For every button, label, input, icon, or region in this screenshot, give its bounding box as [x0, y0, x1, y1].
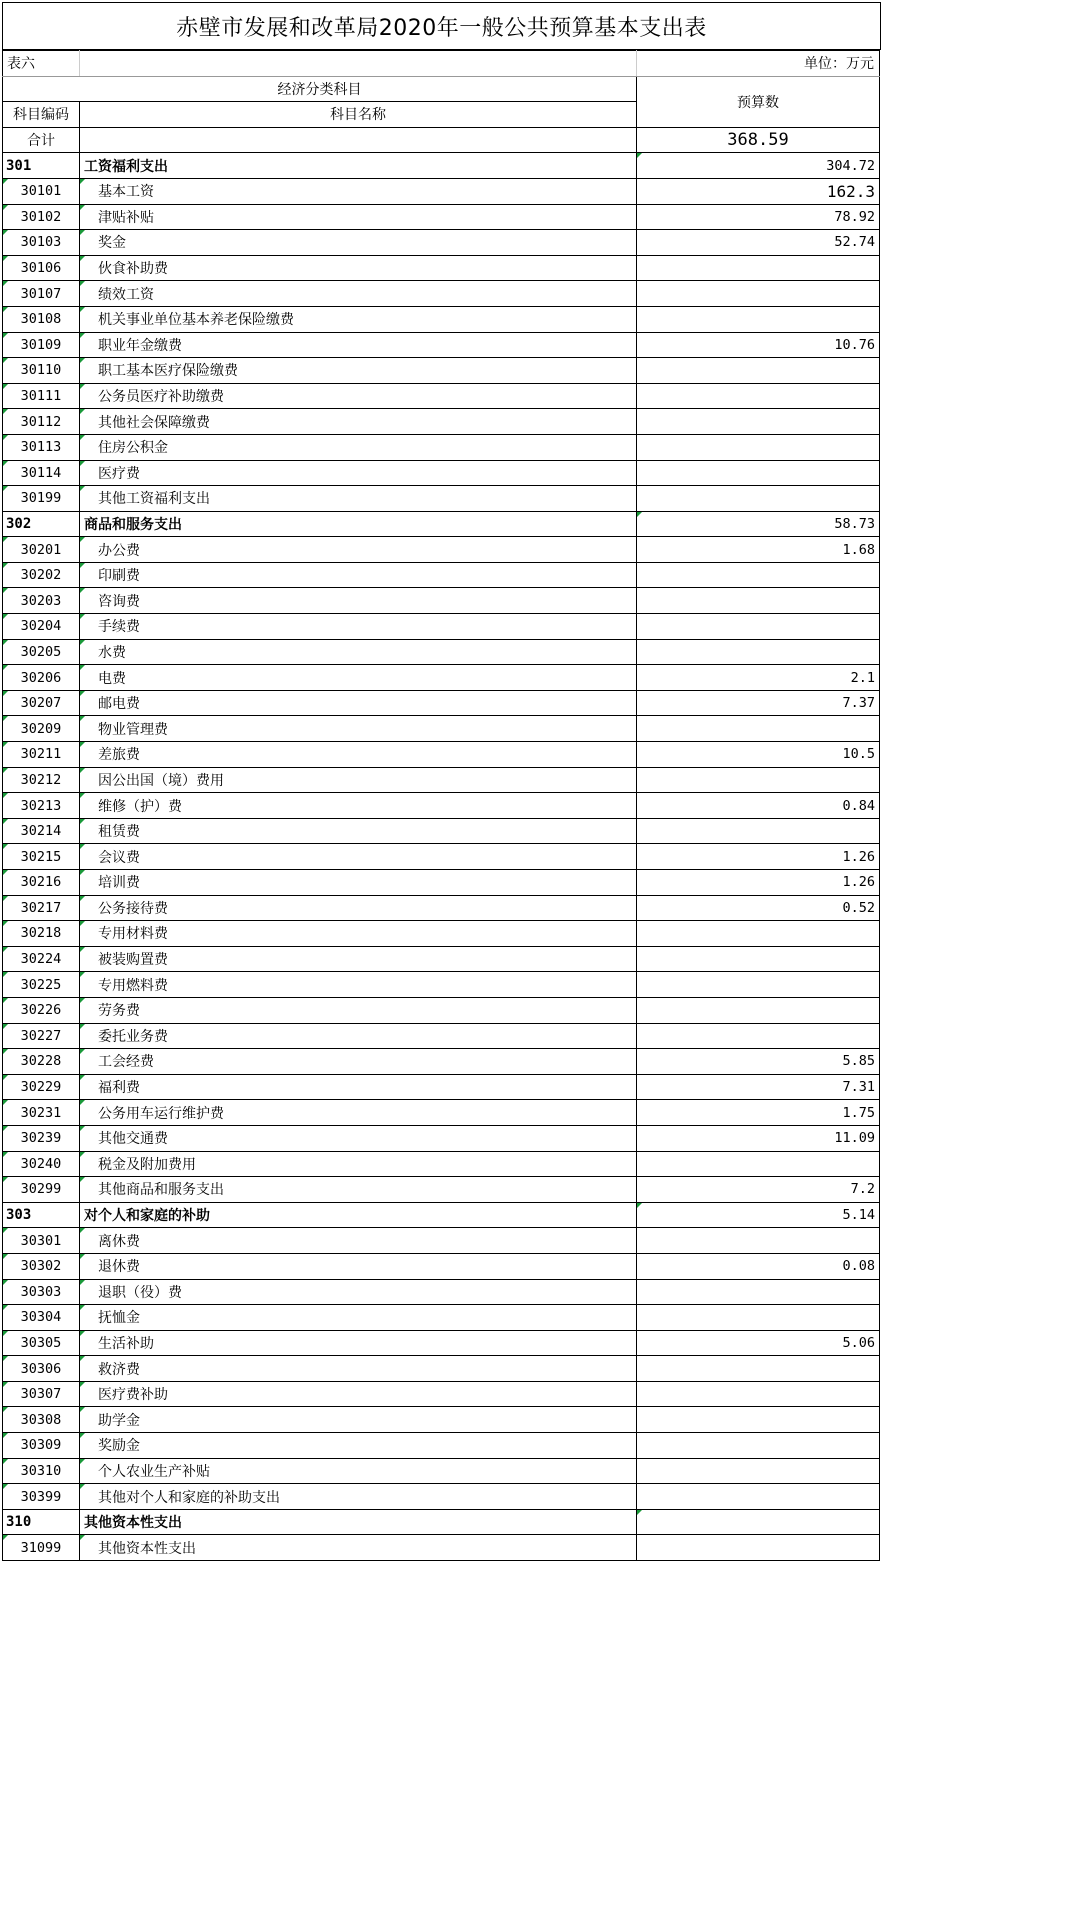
item-name: 住房公积金	[80, 434, 637, 460]
table-row	[3, 1100, 880, 1126]
item-amount	[637, 1305, 880, 1331]
item-amount	[637, 1381, 880, 1407]
item-code: 30213	[3, 793, 80, 819]
item-amount	[637, 1535, 880, 1561]
item-amount	[637, 1228, 880, 1254]
item-code: 310	[3, 1509, 80, 1535]
item-name: 印刷费	[80, 562, 637, 588]
item-name: 劳务费	[80, 997, 637, 1023]
item-code: 30106	[3, 255, 80, 281]
table-row	[3, 767, 880, 793]
item-code: 30239	[3, 1125, 80, 1151]
table-row	[3, 486, 880, 512]
table-row	[3, 1049, 880, 1075]
item-name: 其他资本性支出	[80, 1509, 637, 1535]
item-amount	[637, 588, 880, 614]
item-name: 离休费	[80, 1228, 637, 1254]
item-amount	[637, 997, 880, 1023]
table-row	[3, 690, 880, 716]
item-amount: 1.68	[637, 537, 880, 563]
unit-row	[3, 51, 880, 77]
table-row	[3, 1330, 880, 1356]
item-name: 职业年金缴费	[80, 332, 637, 358]
item-code: 303	[3, 1202, 80, 1228]
table-row	[3, 818, 880, 844]
table-row	[3, 665, 880, 691]
item-code: 30103	[3, 230, 80, 256]
table-row	[3, 1381, 880, 1407]
total-name-blank	[80, 127, 637, 153]
item-code: 30227	[3, 1023, 80, 1049]
table-row	[3, 383, 880, 409]
item-name: 福利费	[80, 1074, 637, 1100]
item-name: 退休费	[80, 1253, 637, 1279]
item-name: 医疗费补助	[80, 1381, 637, 1407]
item-amount	[637, 358, 880, 384]
item-amount	[637, 383, 880, 409]
name-header: 科目名称	[80, 102, 637, 128]
table-row	[3, 1484, 880, 1510]
item-amount: 10.5	[637, 742, 880, 768]
table-label: 表六	[3, 51, 80, 77]
item-name: 委托业务费	[80, 1023, 637, 1049]
item-amount	[637, 434, 880, 460]
item-name: 基本工资	[80, 178, 637, 204]
item-amount: 1.26	[637, 844, 880, 870]
item-code: 30310	[3, 1458, 80, 1484]
item-amount	[637, 460, 880, 486]
item-code: 30101	[3, 178, 80, 204]
item-code: 30203	[3, 588, 80, 614]
table-row	[3, 281, 880, 307]
table-row	[3, 946, 880, 972]
table-row	[3, 1305, 880, 1331]
item-code: 30112	[3, 409, 80, 435]
item-code: 302	[3, 511, 80, 537]
item-name: 对个人和家庭的补助	[80, 1202, 637, 1228]
item-name: 生活补助	[80, 1330, 637, 1356]
item-name: 其他商品和服务支出	[80, 1177, 637, 1203]
item-amount: 0.84	[637, 793, 880, 819]
item-amount: 11.09	[637, 1125, 880, 1151]
table-row	[3, 434, 880, 460]
item-name: 咨询费	[80, 588, 637, 614]
item-code: 30212	[3, 767, 80, 793]
item-amount	[637, 716, 880, 742]
table-row	[3, 178, 880, 204]
item-name: 办公费	[80, 537, 637, 563]
table-row	[3, 716, 880, 742]
item-code: 30231	[3, 1100, 80, 1126]
item-code: 30202	[3, 562, 80, 588]
item-code: 30108	[3, 306, 80, 332]
item-name: 被装购置费	[80, 946, 637, 972]
code-header: 科目编码	[3, 102, 80, 128]
item-amount: 7.37	[637, 690, 880, 716]
item-code: 30205	[3, 639, 80, 665]
item-amount	[637, 1279, 880, 1305]
item-name: 商品和服务支出	[80, 511, 637, 537]
category-row	[3, 1202, 880, 1228]
table-row	[3, 844, 880, 870]
item-code: 30304	[3, 1305, 80, 1331]
item-amount: 58.73	[637, 511, 880, 537]
item-amount	[637, 972, 880, 998]
item-name: 差旅费	[80, 742, 637, 768]
item-amount: 5.85	[637, 1049, 880, 1075]
table-row	[3, 614, 880, 640]
item-code: 30301	[3, 1228, 80, 1254]
item-code: 301	[3, 153, 80, 179]
item-name: 奖励金	[80, 1433, 637, 1459]
item-code: 30228	[3, 1049, 80, 1075]
item-code: 30308	[3, 1407, 80, 1433]
economic-class-header: 经济分类科目	[3, 76, 637, 102]
item-name: 其他社会保障缴费	[80, 409, 637, 435]
table-row	[3, 1125, 880, 1151]
item-amount: 0.08	[637, 1253, 880, 1279]
table-row	[3, 997, 880, 1023]
item-name: 会议费	[80, 844, 637, 870]
table-row	[3, 742, 880, 768]
item-name: 电费	[80, 665, 637, 691]
item-code: 30226	[3, 997, 80, 1023]
item-name: 培训费	[80, 870, 637, 896]
item-amount	[637, 946, 880, 972]
item-name: 救济费	[80, 1356, 637, 1382]
item-amount	[637, 1023, 880, 1049]
item-code: 30299	[3, 1177, 80, 1203]
item-name: 医疗费	[80, 460, 637, 486]
item-amount: 304.72	[637, 153, 880, 179]
table-row	[3, 1407, 880, 1433]
table-row	[3, 460, 880, 486]
item-name: 专用材料费	[80, 921, 637, 947]
item-amount	[637, 281, 880, 307]
budget-header: 预算数	[637, 76, 880, 127]
item-amount	[637, 306, 880, 332]
item-code: 30107	[3, 281, 80, 307]
item-code: 30114	[3, 460, 80, 486]
table-row	[3, 1177, 880, 1203]
table-row	[3, 1535, 880, 1561]
item-amount: 0.52	[637, 895, 880, 921]
item-code: 30204	[3, 614, 80, 640]
category-row	[3, 511, 880, 537]
item-name: 退职（役）费	[80, 1279, 637, 1305]
sheet-title: 赤壁市发展和改革局2020年一般公共预算基本支出表	[2, 2, 881, 50]
item-name: 工资福利支出	[80, 153, 637, 179]
table-row	[3, 972, 880, 998]
item-name: 其他工资福利支出	[80, 486, 637, 512]
item-amount	[637, 614, 880, 640]
total-label: 合计	[3, 127, 80, 153]
item-code: 30303	[3, 1279, 80, 1305]
item-code: 30309	[3, 1433, 80, 1459]
item-code: 30302	[3, 1253, 80, 1279]
item-code: 30240	[3, 1151, 80, 1177]
item-code: 30110	[3, 358, 80, 384]
item-name: 职工基本医疗保险缴费	[80, 358, 637, 384]
item-amount	[637, 1458, 880, 1484]
item-code: 30214	[3, 818, 80, 844]
item-name: 其他资本性支出	[80, 1535, 637, 1561]
item-code: 30201	[3, 537, 80, 563]
item-amount	[637, 1151, 880, 1177]
unit-row-blank	[80, 51, 637, 77]
item-name: 机关事业单位基本养老保险缴费	[80, 306, 637, 332]
item-amount: 162.3	[637, 178, 880, 204]
item-code: 30102	[3, 204, 80, 230]
table-row	[3, 870, 880, 896]
item-name: 其他对个人和家庭的补助支出	[80, 1484, 637, 1510]
item-code: 30399	[3, 1484, 80, 1510]
item-name: 手续费	[80, 614, 637, 640]
item-name: 专用燃料费	[80, 972, 637, 998]
table-row	[3, 1253, 880, 1279]
table-row	[3, 537, 880, 563]
item-amount: 2.1	[637, 665, 880, 691]
table-row	[3, 255, 880, 281]
total-row	[3, 127, 880, 153]
table-row	[3, 1228, 880, 1254]
table-row	[3, 230, 880, 256]
item-amount: 7.2	[637, 1177, 880, 1203]
table-row	[3, 332, 880, 358]
item-code: 30224	[3, 946, 80, 972]
item-name: 维修（护）费	[80, 793, 637, 819]
item-code: 30306	[3, 1356, 80, 1382]
item-code: 30109	[3, 332, 80, 358]
item-name: 奖金	[80, 230, 637, 256]
item-code: 30199	[3, 486, 80, 512]
item-amount: 5.14	[637, 1202, 880, 1228]
budget-table	[2, 50, 880, 1561]
table-row	[3, 306, 880, 332]
item-name: 其他交通费	[80, 1125, 637, 1151]
item-amount: 1.26	[637, 870, 880, 896]
item-name: 公务用车运行维护费	[80, 1100, 637, 1126]
item-code: 30206	[3, 665, 80, 691]
item-name: 税金及附加费用	[80, 1151, 637, 1177]
table-row	[3, 895, 880, 921]
item-code: 30113	[3, 434, 80, 460]
item-code: 30209	[3, 716, 80, 742]
item-name: 公务接待费	[80, 895, 637, 921]
item-amount	[637, 562, 880, 588]
table-row	[3, 1458, 880, 1484]
item-amount	[637, 767, 880, 793]
table-row	[3, 588, 880, 614]
item-code: 30307	[3, 1381, 80, 1407]
table-row	[3, 793, 880, 819]
item-code: 30216	[3, 870, 80, 896]
item-name: 租赁费	[80, 818, 637, 844]
table-row	[3, 204, 880, 230]
item-amount: 7.31	[637, 1074, 880, 1100]
item-amount	[637, 1484, 880, 1510]
item-amount	[637, 1356, 880, 1382]
item-code: 30218	[3, 921, 80, 947]
item-amount	[637, 818, 880, 844]
item-amount	[637, 1433, 880, 1459]
table-row	[3, 1023, 880, 1049]
item-name: 因公出国（境）费用	[80, 767, 637, 793]
item-name: 抚恤金	[80, 1305, 637, 1331]
item-name: 物业管理费	[80, 716, 637, 742]
item-amount: 52.74	[637, 230, 880, 256]
table-row	[3, 1433, 880, 1459]
item-amount: 1.75	[637, 1100, 880, 1126]
header-row-1	[3, 76, 880, 102]
item-name: 工会经费	[80, 1049, 637, 1075]
item-amount	[637, 486, 880, 512]
table-row	[3, 639, 880, 665]
item-amount	[637, 409, 880, 435]
item-code: 30217	[3, 895, 80, 921]
item-code: 30207	[3, 690, 80, 716]
item-name: 助学金	[80, 1407, 637, 1433]
table-row	[3, 1074, 880, 1100]
item-code: 30225	[3, 972, 80, 998]
unit-label: 单位：万元	[637, 51, 880, 77]
item-code: 30211	[3, 742, 80, 768]
table-row	[3, 409, 880, 435]
table-row	[3, 1356, 880, 1382]
item-name: 伙食补助费	[80, 255, 637, 281]
table-row	[3, 358, 880, 384]
item-amount	[637, 1407, 880, 1433]
item-code: 30229	[3, 1074, 80, 1100]
item-code: 30215	[3, 844, 80, 870]
item-amount: 78.92	[637, 204, 880, 230]
item-name: 津贴补贴	[80, 204, 637, 230]
item-name: 公务员医疗补助缴费	[80, 383, 637, 409]
item-amount	[637, 639, 880, 665]
table-row	[3, 1279, 880, 1305]
table-row	[3, 1151, 880, 1177]
table-row	[3, 921, 880, 947]
item-code: 31099	[3, 1535, 80, 1561]
category-row	[3, 153, 880, 179]
item-name: 邮电费	[80, 690, 637, 716]
item-code: 30111	[3, 383, 80, 409]
total-value: 368.59	[637, 127, 880, 153]
item-amount: 10.76	[637, 332, 880, 358]
item-amount	[637, 1509, 880, 1535]
item-name: 绩效工资	[80, 281, 637, 307]
item-code: 30305	[3, 1330, 80, 1356]
item-amount	[637, 921, 880, 947]
table-row	[3, 562, 880, 588]
item-amount	[637, 255, 880, 281]
item-name: 水费	[80, 639, 637, 665]
item-name: 个人农业生产补贴	[80, 1458, 637, 1484]
item-amount: 5.06	[637, 1330, 880, 1356]
category-row	[3, 1509, 880, 1535]
